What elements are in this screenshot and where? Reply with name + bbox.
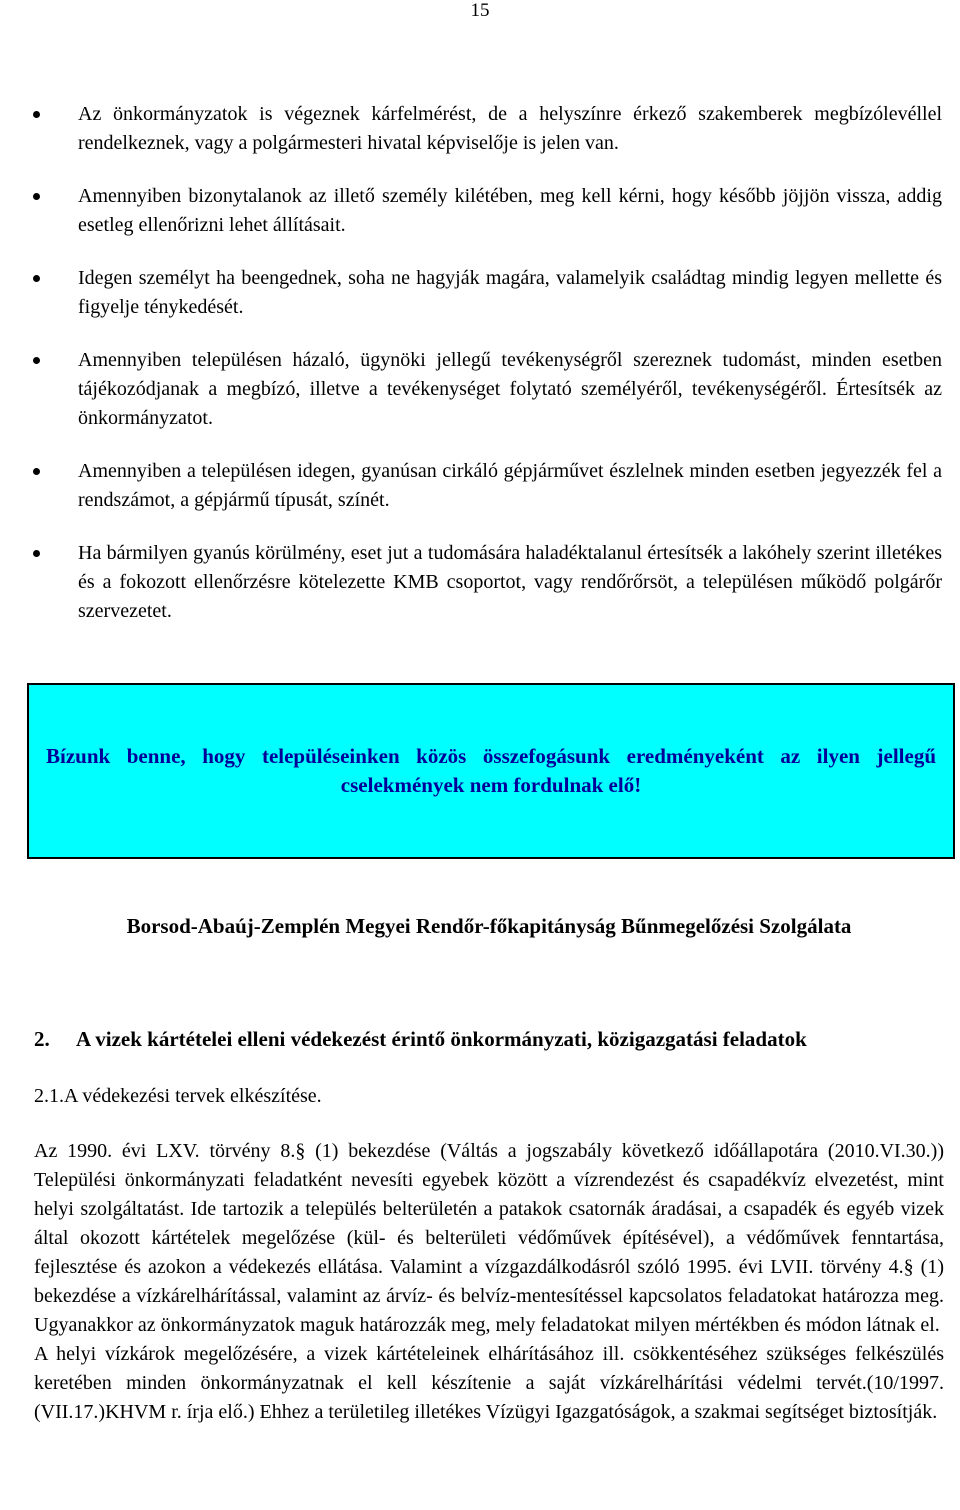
bullet-text: Amennyiben településen házaló, ügynöki jellegű tevékenységről szereznek tudomást, minden esetben tájékozódjanak a megbízó, illetve a tevékenységet folytató személyéről, tevékenységéről. Értesítsék az önkormányzatot. xyxy=(78,349,942,429)
signature: Borsod-Abaúj-Zemplén Megyei Rendőr-főkapitányság Bűnmegelőzési Szolgálata xyxy=(126,914,852,938)
paragraph: A helyi vízkárok megelőzésére, a vizek kártételeinek elhárításához ill. csökkentéséhez szükséges felkészülés keretében minden önkormányzatnak el kell készítenie a saját vízkárelhárítási védelmi tervét.(10/1997. (VII.17.)KHVM r. írja elő.) Ehhez a területileg illetékes Vízügyi Igazgatóságok, a szakmai segítséget biztosítják. xyxy=(34,1343,944,1423)
bullet-icon xyxy=(33,111,40,118)
bullet-icon xyxy=(33,275,40,282)
page-number: 15 xyxy=(470,0,490,21)
body-text xyxy=(34,1137,944,1427)
section-title: A vizek kártételei elleni védekezést érintő önkormányzati, közigazgatási feladatok xyxy=(76,1027,807,1051)
subsection-heading: 2.1.A védekezési tervek elkészítése. xyxy=(34,1085,322,1107)
list-item xyxy=(0,264,942,322)
callout-box xyxy=(27,683,955,859)
bullet-list xyxy=(0,100,960,650)
bullet-text: Ha bármilyen gyanús körülmény, eset jut a tudomására haladéktalanul értesítsék a lakóhely szerint illetékes és a fokozott ellenőrzésre kötelezette KMB csoportot, vagy rendőrőrsöt, a településen működő polgárőr szervezetet. xyxy=(78,542,942,622)
list-item xyxy=(0,100,942,158)
bullet-text: Amennyiben bizonytalanok az illető személy kilétében, meg kell kérni, hogy később jöjjön vissza, addig esetleg ellenőrizni lehet állításait. xyxy=(78,185,942,236)
list-item xyxy=(0,182,942,240)
paragraph: Az 1990. évi LXV. törvény 8.§ (1) bekezdése (Váltás a jogszabály következő időállapotára (2010.VI.30.)) Települési önkormányzati feladatként nevesíti egyebek között a vízrendezést és csapadékvíz elvezetést, mint helyi szolgáltatást. Ide tartozik a település belterületén a patakok csatornák áradásai, a csapadék és egyéb vizek által okozott kártételek megelőzése (kül- és belterületi védőművek építésével), a védőművek fenntartása, fejlesztése és azokon a védekezés ellátása. Valamint a vízgazdálkodásról szóló 1995. évi LVII. törvény 4.§ (1) bekezdése a vízkárelhárítással, valamint az árvíz- és belvíz-mentesítéssel kapcsolatos feladatokat határozza meg. Ugyanakkor az önkormányzatok maguk határozzák meg, mely feladatokat milyen mértékben és módon látnak el. xyxy=(34,1140,944,1336)
bullet-icon xyxy=(33,468,40,475)
section-heading xyxy=(34,1025,934,1053)
bullet-icon xyxy=(33,193,40,200)
bullet-text: Idegen személyt ha beengednek, soha ne hagyják magára, valamelyik családtag mindig legyen mellette és figyelje ténykedését. xyxy=(78,267,942,318)
bullet-icon xyxy=(33,357,40,364)
list-item xyxy=(0,539,942,626)
callout-text: Bízunk benne, hogy településeinken közös összefogásunk eredményeként az ilyen jellegű cselekmények nem fordulnak elő! xyxy=(46,744,936,797)
section-number: 2. xyxy=(34,1027,50,1051)
list-item xyxy=(0,346,942,433)
list-item xyxy=(0,457,942,515)
bullet-icon xyxy=(33,550,40,557)
bullet-text: Amennyiben a településen idegen, gyanúsan cirkáló gépjárművet észlelnek minden esetben jegyezzék fel a rendszámot, a gépjármű típusát, színét. xyxy=(78,460,942,511)
bullet-text: Az önkormányzatok is végeznek kárfelmérést, de a helyszínre érkező szakemberek megbízólevéllel rendelkeznek, vagy a polgármesteri hivatal képviselője is jelen van. xyxy=(78,103,942,154)
